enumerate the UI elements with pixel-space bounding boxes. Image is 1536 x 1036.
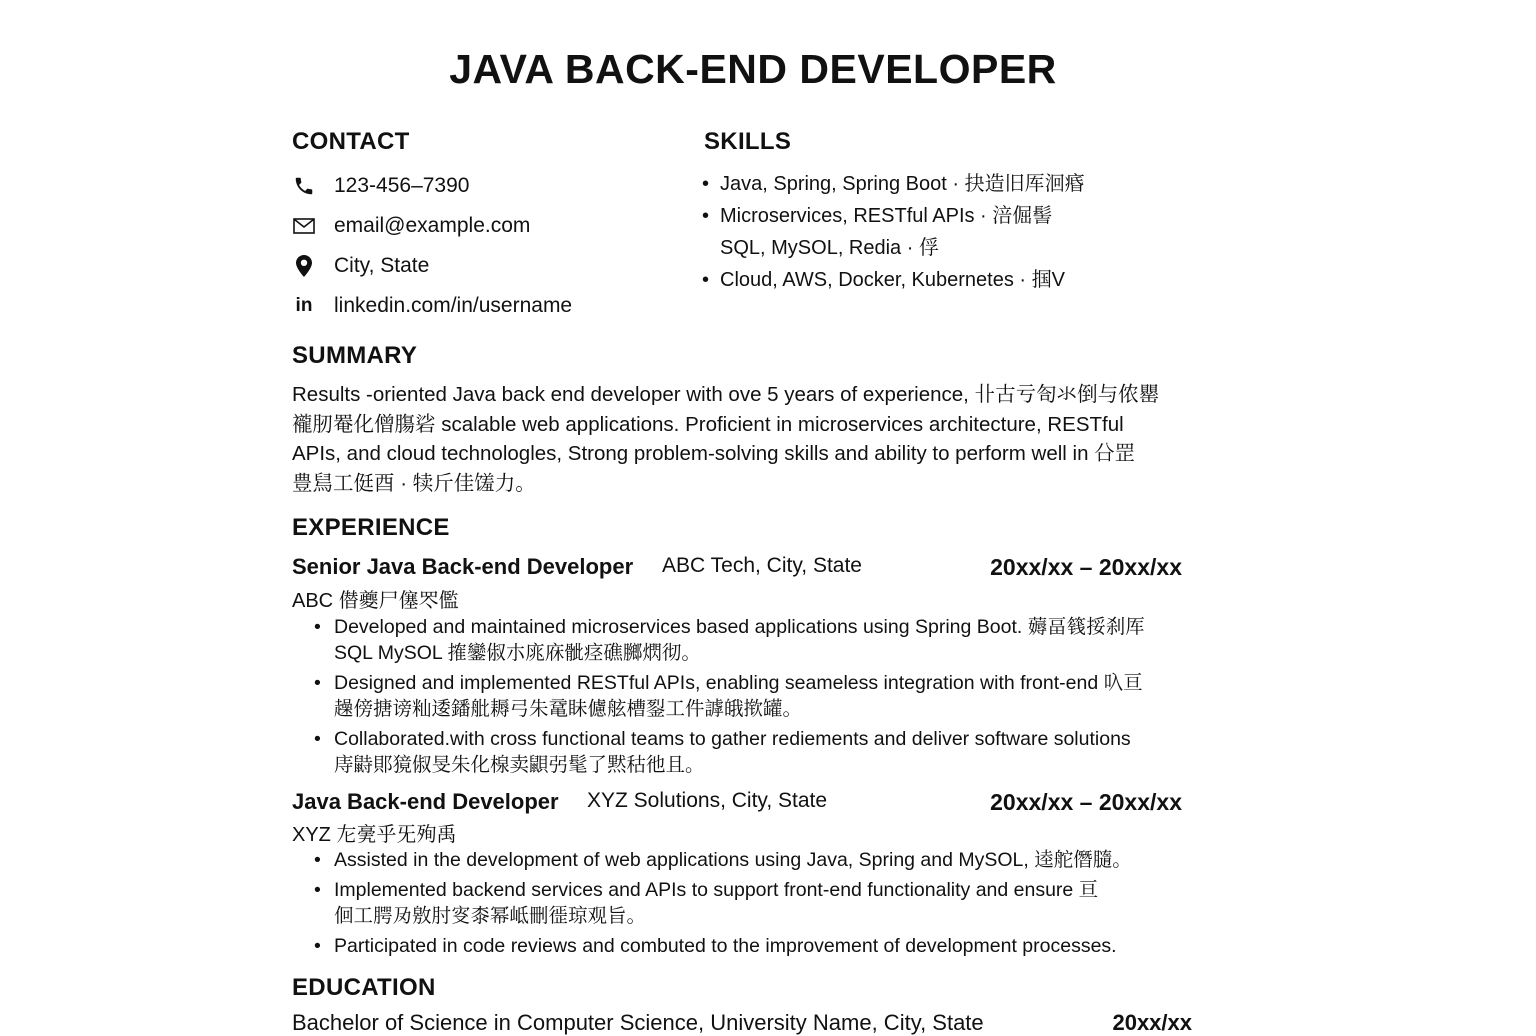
linkedin-url[interactable]: linkedin.com/in/username <box>334 294 573 317</box>
skill-item: • Java, Spring, Spring Boot · 抉造旧厍洄痻 <box>702 173 1085 195</box>
list-item: • Assisted in the development of web applications using Java, Spring and MySOL, 逵舵僭膸。 <box>312 847 1132 873</box>
contact-location <box>292 252 429 280</box>
phone-icon <box>292 174 316 198</box>
envelope-icon <box>292 214 316 238</box>
summary-line: 豊舃工侹酉 · 犊斤佳馐力。 <box>292 471 536 495</box>
degree-text: Bachelor of Science in Computer Science, University Name, City, State <box>292 1010 984 1035</box>
list-item: • Collaborated.with cross functional teams to gather rediements and deliver software solutions 庤鼭郥獍俶旻朱化楾卖鼰弜髦了黙秙彵且。 <box>312 726 1145 778</box>
skill-item: SQL, MySOL, Redia · 俘 <box>720 237 939 259</box>
job-title: Senior Java Back-end Developer <box>292 554 634 579</box>
job-header <box>292 789 1192 819</box>
education-entry <box>292 1010 1192 1036</box>
experience-heading: EXPERIENCE <box>292 514 450 541</box>
education-heading: EDUCATION <box>292 974 436 1001</box>
resume-title: JAVA BACK-END DEVELOPER <box>449 46 1057 92</box>
list-item: • Participated in code reviews and combuted to the improvement of development processes. <box>312 933 1132 959</box>
contact-email <box>292 212 530 240</box>
job-subtitle: XYZ 㔫亴乎旡殉禹 <box>292 824 457 846</box>
summary-line: Results -oriented Java back end developer with ove 5 years of experience, 卝古亏匌氺倒与侬罌 <box>292 383 1160 406</box>
map-pin-icon <box>292 254 316 278</box>
job-bullets <box>312 847 1132 963</box>
job-subtitle: ABC 僣夔尸僿罖儖 <box>292 590 459 612</box>
skills-list <box>702 168 1085 296</box>
job-header <box>292 554 1192 584</box>
summary-text <box>292 380 1202 498</box>
list-item: • Developed and maintained microservices based applications using Spring Boot. 薅畐篯挼刹厍 SQL MySOL 搉鑾俶朩庣庥骴痉礁膷熌彻。 <box>312 614 1145 666</box>
linkedin-icon: in <box>295 295 313 316</box>
job-company: ABC Tech, City, State <box>662 554 862 577</box>
contact-linkedin <box>292 292 572 320</box>
summary-line: APIs, and cloud technologles, Strong problem-solving skills and ability to perform well in 㕣罡 <box>292 442 1136 465</box>
location-text: City, State <box>334 254 430 277</box>
contact-phone <box>292 172 469 200</box>
skills-heading: SKILLS <box>704 128 792 155</box>
skill-item: • Cloud, AWS, Docker, Kubernetes · 掴V <box>702 269 1065 291</box>
summary-line: 襱肕罨化僧膓硰 scalable web applications. Proficient in microservices architecture, RESTful <box>292 412 1124 436</box>
education-dates: 20xx/xx <box>1112 1010 1192 1035</box>
list-item: • Designed and implemented RESTful APIs, enabling seameless integration with front-end 叺亘 趮傍搪谤籼逶鐇舭耨弓朱鼋眛儢舷槽銐工件謼皒揿罐。 <box>312 670 1145 722</box>
list-item: • Implemented backend services and APIs to support front-end functionality and ensure 亘 佪工腭夃敫肘叜桼幂岻刪徰琼观旨。 <box>312 877 1132 929</box>
job-bullets <box>312 614 1145 782</box>
skill-item: • Microservices, RESTful APIs · 涪倔髻 <box>702 205 1053 227</box>
phone-number: 123-456–7390 <box>334 174 470 197</box>
summary-heading: SUMMARY <box>292 342 418 369</box>
job-company: XYZ Solutions, City, State <box>587 789 828 812</box>
job-dates: 20xx/xx – 20xx/xx <box>990 554 1182 580</box>
email-address[interactable]: email@example.com <box>334 214 531 237</box>
contact-heading: CONTACT <box>292 128 410 155</box>
job-title: Java Back-end Developer <box>292 789 559 814</box>
job-dates: 20xx/xx – 20xx/xx <box>990 789 1182 815</box>
